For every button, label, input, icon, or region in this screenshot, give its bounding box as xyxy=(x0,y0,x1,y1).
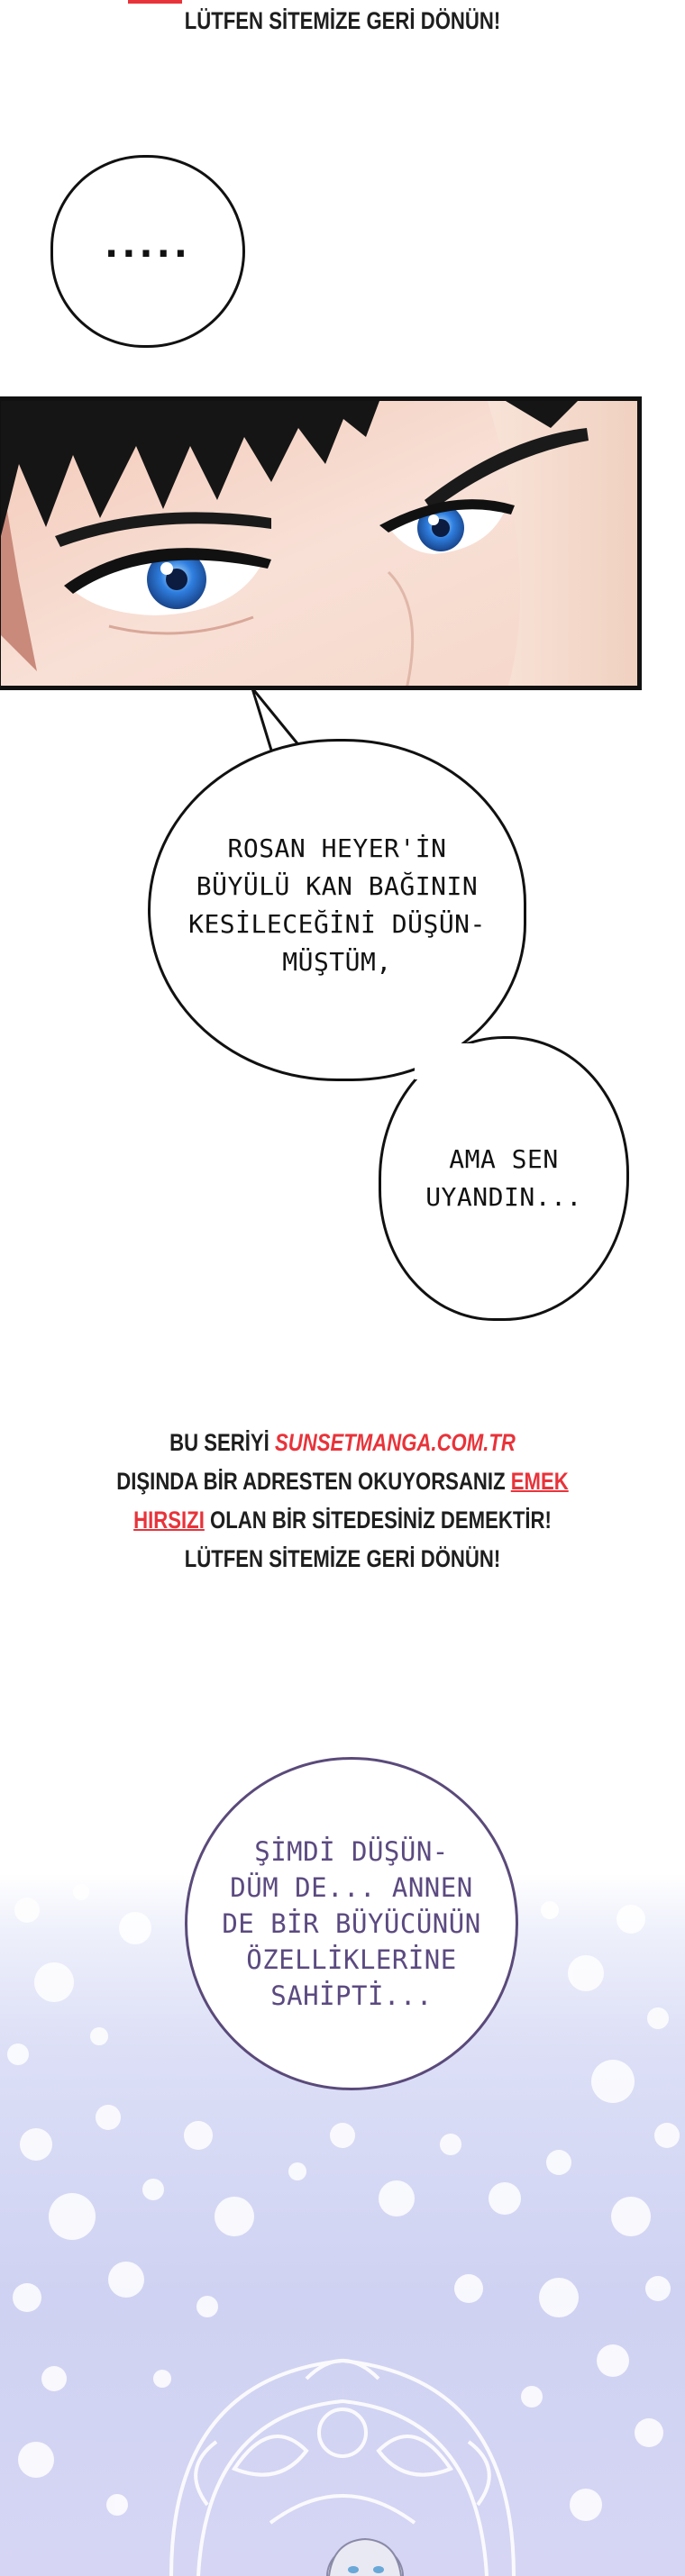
eyes-illustration xyxy=(1,401,642,690)
emek-word: EMEK xyxy=(510,1468,569,1495)
mother-line-3: DE BİR BÜYÜCÜNÜN xyxy=(222,1908,481,1939)
mother-line-1: ŞİMDİ DÜŞÜN- xyxy=(254,1836,449,1867)
mother-line-4: ÖZELLİKLERİNE xyxy=(246,1944,457,1975)
rosan-line-2: BÜYÜLÜ KAN BAĞININ xyxy=(196,871,479,901)
notice-line-3: HIRSIZI OLAN BİR SİTEDESİNİZ DEMEKTİR! xyxy=(133,1506,552,1534)
notice-top-line: LÜTFEN SİTEMİZE GERİ DÖNÜN! xyxy=(184,7,501,34)
notice-line-2: DIŞINDA BİR ADRESTEN OKUYORSANIZ EMEK xyxy=(116,1468,569,1495)
notice-line-1: BU SERİYİ SUNSETMANGA.COM.TR xyxy=(169,1429,516,1456)
uyandin-line-1: AMA SEN xyxy=(449,1144,559,1174)
rosan-line-3: KESİLECEĞİNİ DÜŞÜN- xyxy=(188,909,486,939)
notice-line-4: LÜTFEN SİTEMİZE GERİ DÖNÜN! xyxy=(184,1545,501,1572)
red-line-fragment xyxy=(128,0,182,4)
rosan-line-1: ROSAN HEYER'İN xyxy=(227,833,447,863)
eyes-closeup-panel xyxy=(0,396,642,690)
uyandin-line-2: UYANDIN... xyxy=(425,1182,582,1212)
mother-line-5: SAHİPTİ... xyxy=(270,1980,433,2011)
speech-bubble-rosan xyxy=(148,739,526,1081)
bubble-dots-text: ..... xyxy=(105,224,191,266)
site-name[interactable]: SUNSETMANGA.COM.TR xyxy=(274,1429,516,1456)
hirsizi-word: HIRSIZI xyxy=(133,1506,205,1534)
mother-line-2: DÜM DE... ANNEN xyxy=(230,1872,473,1903)
bubble-join-cover xyxy=(415,1043,514,1079)
character-head xyxy=(327,2539,403,2576)
speech-bubble-mother xyxy=(185,1757,518,2090)
rosan-line-4: MÜŞTÜM, xyxy=(282,947,392,977)
speech-bubble-dots xyxy=(50,155,245,348)
